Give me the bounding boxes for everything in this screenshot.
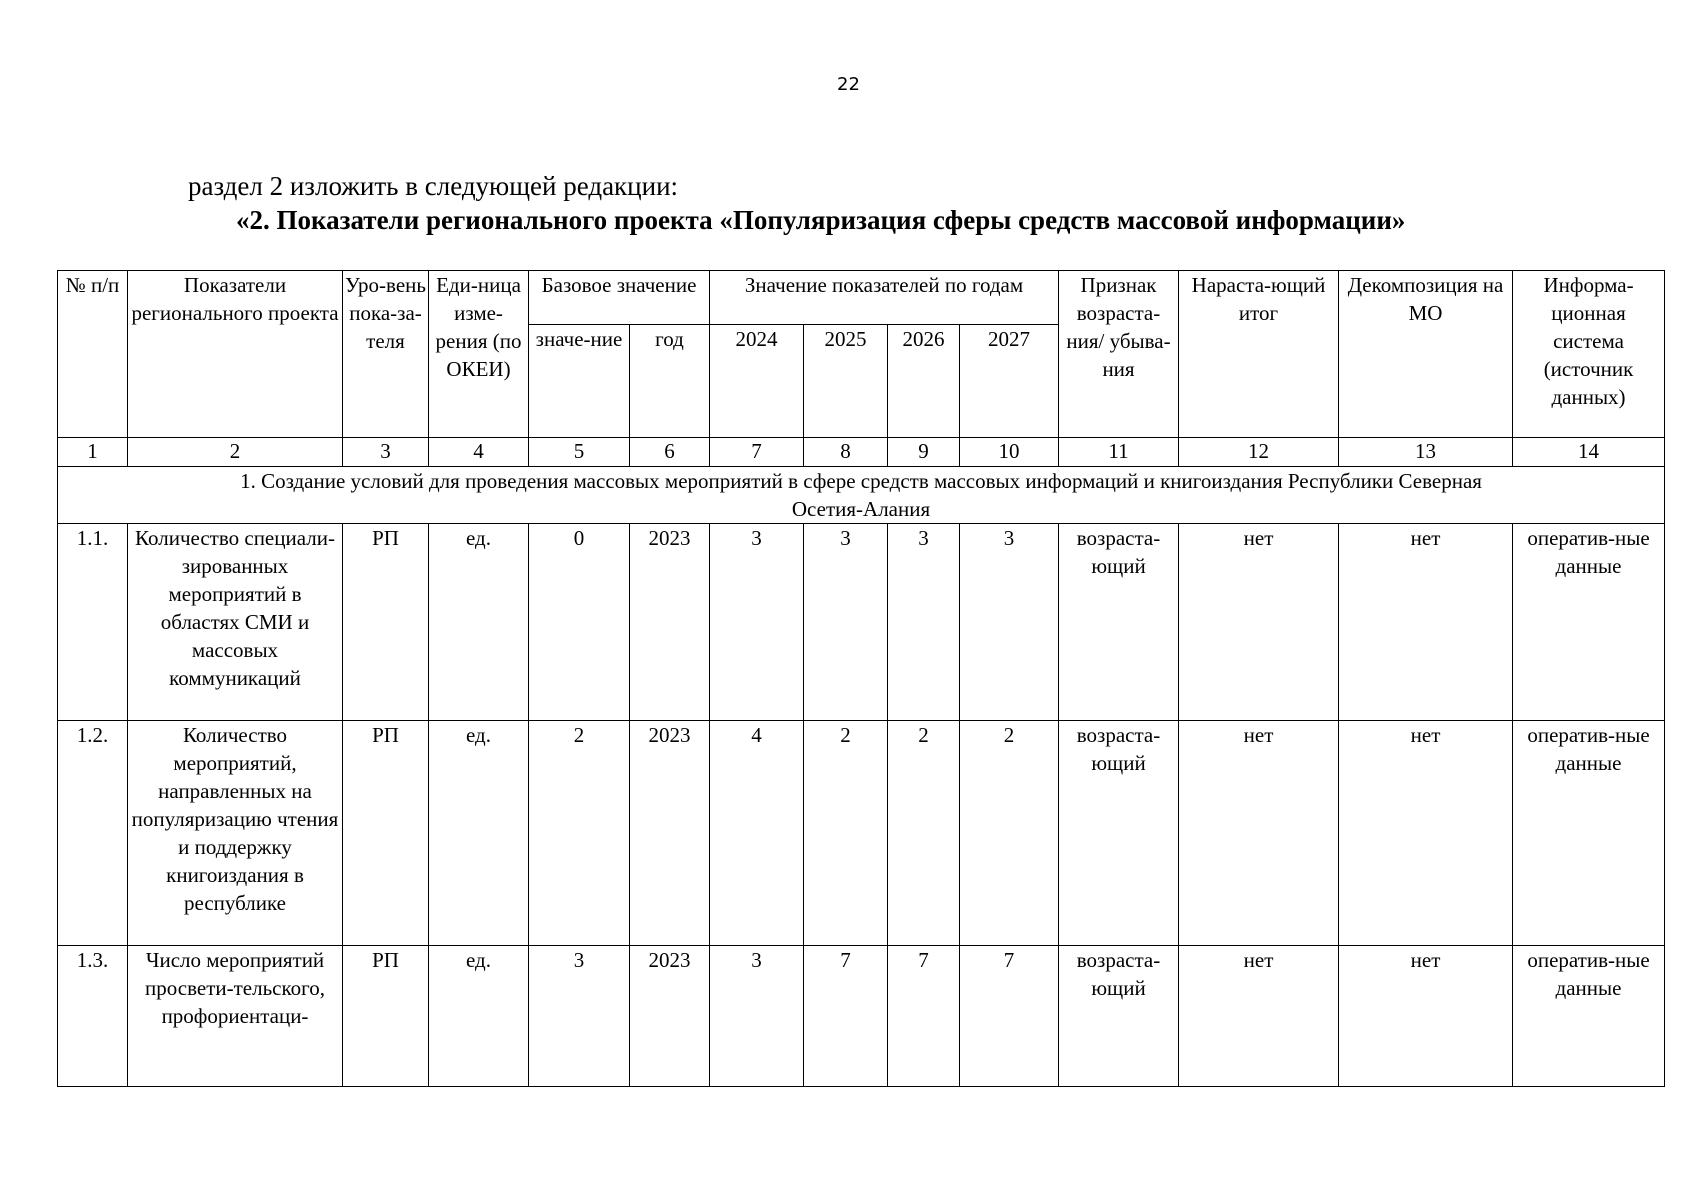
- column-number: 3: [343, 438, 429, 467]
- column-number: 8: [804, 438, 888, 467]
- column-number: 9: [888, 438, 960, 467]
- row-value-2024: 3: [710, 946, 804, 1087]
- header-base-value: значе-ние: [529, 325, 630, 438]
- row-level: РП: [343, 524, 429, 721]
- row-value-2027: 3: [960, 524, 1059, 721]
- row-decomposition: нет: [1339, 946, 1513, 1087]
- row-base-year: 2023: [630, 946, 710, 1087]
- header-level: Уро-вень пока-за-теля: [343, 271, 429, 438]
- row-cumulative: нет: [1179, 946, 1339, 1087]
- column-numbers-row: [58, 438, 1665, 467]
- header-year-2026: 2026: [888, 325, 960, 438]
- section-row: [58, 467, 1665, 524]
- column-number: 13: [1339, 438, 1513, 467]
- row-num: 1.1.: [58, 524, 128, 721]
- column-number: 6: [630, 438, 710, 467]
- header-decomposition: Декомпозиция на МО: [1339, 271, 1513, 438]
- table-row: [58, 524, 1665, 721]
- row-trend: возраста-ющий: [1059, 721, 1179, 946]
- row-trend: возраста-ющий: [1059, 524, 1179, 721]
- row-num: 1.2.: [58, 721, 128, 946]
- row-base-value: 3: [529, 946, 630, 1087]
- page-number: 22: [837, 74, 860, 95]
- header-row-1: [58, 271, 1665, 325]
- column-number: 2: [128, 438, 343, 467]
- header-year-2025: 2025: [804, 325, 888, 438]
- row-indicator: Количество специали-зированных мероприятий в областях СМИ и массовых коммуникаций: [128, 524, 343, 721]
- header-info-system: Информа-ционная система (источник данных): [1513, 271, 1665, 438]
- header-num: № п/п: [58, 271, 128, 438]
- section-heading: «2. Показатели регионального проекта «Популяризация сферы средств массовой информации»: [236, 205, 1406, 235]
- header-base-year: год: [630, 325, 710, 438]
- header-unit: Еди-ница изме-рения (по ОКЕИ): [429, 271, 529, 438]
- row-cumulative: нет: [1179, 524, 1339, 721]
- row-level: РП: [343, 946, 429, 1087]
- row-num: 1.3.: [58, 946, 128, 1087]
- row-unit: ед.: [429, 721, 529, 946]
- header-year-2024: 2024: [710, 325, 804, 438]
- header-years-group: Значение показателей по годам: [710, 271, 1059, 325]
- row-unit: ед.: [429, 524, 529, 721]
- row-decomposition: нет: [1339, 721, 1513, 946]
- row-trend: возраста-ющий: [1059, 946, 1179, 1087]
- header-cumulative: Нараста-ющий итог: [1179, 271, 1339, 438]
- header-base: Базовое значение: [529, 271, 710, 325]
- column-number: 5: [529, 438, 630, 467]
- column-number: 1: [58, 438, 128, 467]
- row-value-2025: 7: [804, 946, 888, 1087]
- header-year-2027: 2027: [960, 325, 1059, 438]
- row-value-2027: 2: [960, 721, 1059, 946]
- row-value-2026: 3: [888, 524, 960, 721]
- row-indicator: Число мероприятий просвети-тельского, профориентаци-: [128, 946, 343, 1087]
- row-value-2025: 3: [804, 524, 888, 721]
- intro-text: раздел 2 изложить в следующей редакции:: [188, 171, 679, 201]
- section-title: 1. Создание условий для проведения массовых мероприятий в сфере средств массовых информаций и книгоиздания Республики Северная Осетия-Алания: [58, 467, 1665, 524]
- column-number: 12: [1179, 438, 1339, 467]
- row-base-year: 2023: [630, 524, 710, 721]
- row-base-value: 2: [529, 721, 630, 946]
- row-value-2027: 7: [960, 946, 1059, 1087]
- row-cumulative: нет: [1179, 721, 1339, 946]
- row-base-year: 2023: [630, 721, 710, 946]
- row-value-2024: 3: [710, 524, 804, 721]
- column-number: 10: [960, 438, 1059, 467]
- row-level: РП: [343, 721, 429, 946]
- header-indicator: Показатели регионального проекта: [128, 271, 343, 438]
- row-info-system: оператив-ные данные: [1513, 946, 1665, 1087]
- column-number: 11: [1059, 438, 1179, 467]
- table-row: [58, 721, 1665, 946]
- header-trend: Признак возраста-ния/ убыва-ния: [1059, 271, 1179, 438]
- row-value-2026: 7: [888, 946, 960, 1087]
- row-indicator: Количество мероприятий, направленных на популяризацию чтения и поддержку книгоиздания в республике: [128, 721, 343, 946]
- column-number: 14: [1513, 438, 1665, 467]
- row-value-2026: 2: [888, 721, 960, 946]
- row-unit: ед.: [429, 946, 529, 1087]
- row-decomposition: нет: [1339, 524, 1513, 721]
- row-value-2025: 2: [804, 721, 888, 946]
- column-number: 4: [429, 438, 529, 467]
- row-info-system: оператив-ные данные: [1513, 721, 1665, 946]
- row-info-system: оператив-ные данные: [1513, 524, 1665, 721]
- row-base-value: 0: [529, 524, 630, 721]
- row-value-2024: 4: [710, 721, 804, 946]
- table-row: [58, 946, 1665, 1087]
- indicators-table: [57, 270, 1665, 1087]
- column-number: 7: [710, 438, 804, 467]
